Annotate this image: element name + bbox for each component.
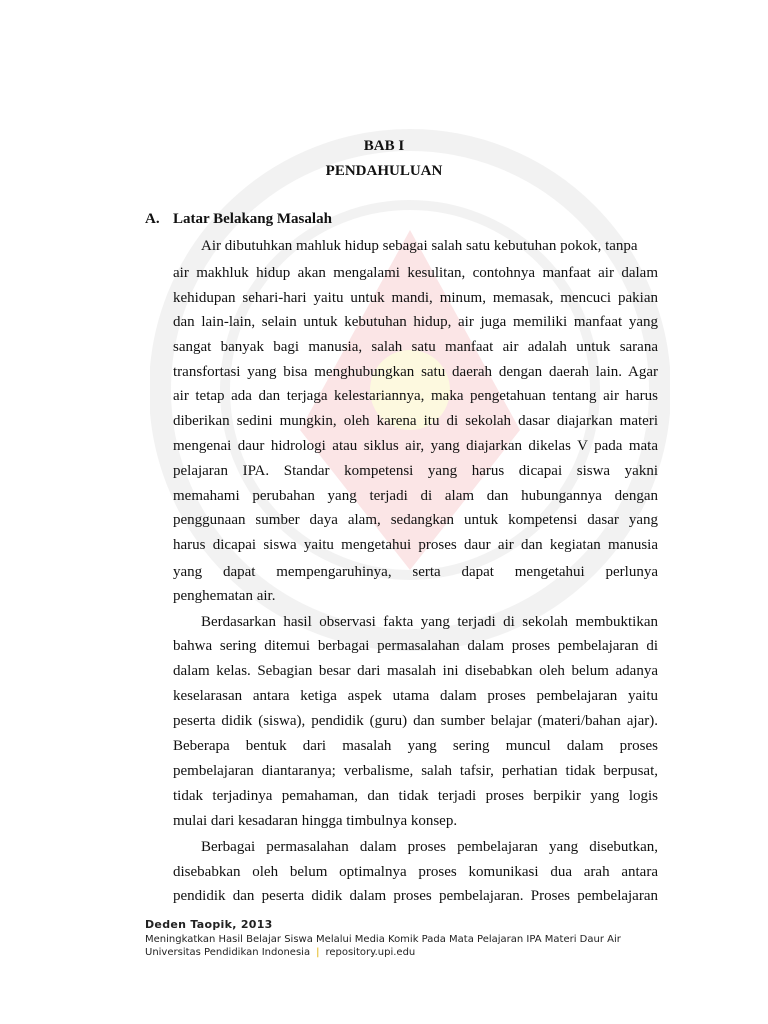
text-line: keselarasan antara ketiga aspek utama dalam proses pembelajaran yaitu	[173, 688, 658, 704]
text-line: Beberapa bentuk dari masalah yang sering muncul dalam proses	[173, 738, 658, 754]
text-line: dalam kelas. Sebagian besar dari masalah ini disebabkan oleh belum adanya	[173, 663, 658, 679]
text-line: penggunaan sumber daya alam, sedangkan untuk kompetensi dasar yang	[173, 512, 658, 528]
text-line: yang dapat mempengaruhinya, serta dapat mengetahui perlunya	[173, 564, 658, 580]
text-line: pendidik dan peserta didik dalam proses pembelajaran. Proses pembelajaran	[173, 888, 658, 904]
text-line: bahwa sering ditemui berbagai permasalahan dalam proses pembelajaran di	[173, 638, 658, 654]
section-heading	[145, 211, 332, 228]
text-line: sangat banyak bagi manusia, salah satu manfaat air adalah untuk sarana	[173, 339, 658, 355]
chapter-title: PENDAHULUAN	[325, 163, 443, 179]
text-line: diberikan sedini mungkin, oleh karena itu di sekolah dasar diajarkan materi	[173, 413, 658, 429]
text-line: transfortasi yang bisa menghubungkan satu daerah dengan daerah lain. Agar	[173, 364, 658, 380]
text-line: mengenai daur hidrologi atau siklus air, yang diajarkan dikelas V pada mata	[173, 438, 658, 454]
footer-thesis-title: Meningkatkan Hasil Belajar Siswa Melalui Media Komik Pada Mata Pelajaran IPA Materi Daur Air	[145, 934, 621, 945]
text-line: Berbagai permasalahan dalam proses pembelajaran yang disebutkan,	[201, 839, 658, 855]
section-title: Latar Belakang Masalah	[173, 211, 332, 227]
footer-separator: |	[316, 947, 320, 958]
footer-repository-link[interactable]: repository.upi.edu	[325, 947, 416, 958]
text-line: tidak terjadinya pemahaman, dan tidak terjadi proses berpikir yang logis	[173, 788, 658, 804]
text-line: pelajaran IPA. Standar kompetensi yang harus dicapai siswa yakni	[173, 463, 658, 479]
footer-university-line	[145, 947, 415, 958]
text-line: harus dicapai siswa yaitu mengetahui proses daur air dan kegiatan manusia	[173, 537, 658, 553]
footer-university: Universitas Pendidikan Indonesia	[145, 947, 311, 958]
text-line: Berdasarkan hasil observasi fakta yang terjadi di sekolah membuktikan	[201, 614, 658, 630]
text-line: memahami perubahan yang terjadi di alam dan hubungannya dengan	[173, 488, 658, 504]
footer-author: Deden Taopik, 2013	[145, 918, 273, 931]
text-line: pembelajaran diantaranya; verbalisme, salah tafsir, perhatian tidak berpusat,	[173, 763, 658, 779]
chapter-label: BAB I	[363, 138, 405, 154]
text-line: penghematan air.	[173, 588, 276, 604]
text-line: air makhluk hidup akan mengalami kesulitan, contohnya manfaat air dalam	[173, 265, 658, 281]
text-line: peserta didik (siswa), pendidik (guru) dan sumber belajar (materi/bahan ajar).	[173, 713, 658, 729]
text-line: disebabkan oleh belum optimalnya proses komunikasi dua arah antara	[173, 864, 658, 880]
text-line: air tetap ada dan terjaga kelestariannya, maka pengetahuan tentang air harus	[173, 388, 658, 404]
text-line: Air dibutuhkan mahluk hidup sebagai salah satu kebutuhan pokok, tanpa	[201, 238, 638, 254]
text-line: kehidupan sehari-hari yaitu untuk mandi, minum, memasak, mencuci pakian	[173, 290, 658, 306]
text-line: dan lain-lain, selain untuk kebutuhan hidup, air juga memiliki manfaat yang	[173, 314, 658, 330]
section-number: A.	[145, 211, 160, 227]
text-line: mulai dari kesadaran hingga timbulnya konsep.	[173, 813, 458, 829]
